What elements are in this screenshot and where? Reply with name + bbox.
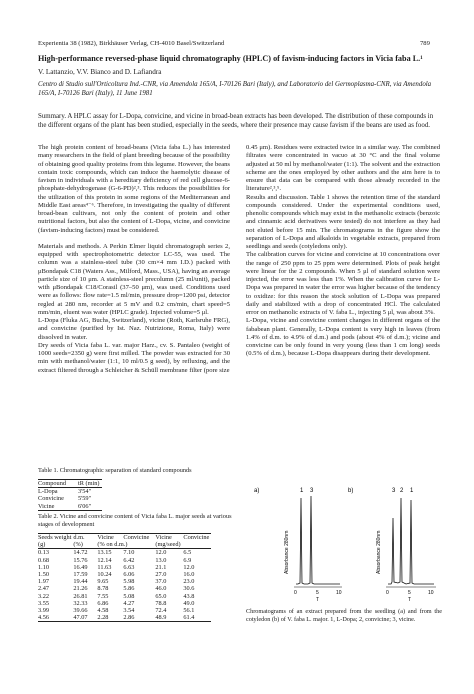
table-cell: Convicine: [38, 495, 64, 503]
table-row: [38, 564, 211, 571]
table-cell: 9.65: [97, 578, 109, 586]
table-cell: 56.1: [183, 607, 195, 615]
table-cell: 6.9: [183, 556, 192, 564]
table-cell: 0.68: [38, 556, 50, 564]
table-cell: 37.0: [155, 578, 167, 586]
table-1: [38, 467, 230, 511]
table-cell: Vicine: [38, 502, 55, 510]
table-2-header-seeds-weight: Seeds weight: [38, 534, 72, 541]
table-2-caption: Table 2. Vicine and convicine content of Vicia faba L. major seeds at various stages of development: [38, 513, 232, 528]
panel-b-label: b): [348, 488, 354, 494]
table-cell: 6.42: [123, 556, 135, 564]
table-cell: 6.06: [123, 571, 135, 579]
table-cell: 12.14: [97, 556, 112, 564]
table-2-header-vicine-2: Vicine: [155, 534, 172, 541]
table-2-header-g: (g): [38, 541, 46, 549]
x-tick-a-5: 5: [316, 590, 319, 596]
table-cell: 5'59": [78, 495, 92, 503]
table-cell: 3.99: [38, 607, 50, 615]
table-cell: 16.49: [73, 563, 88, 571]
table-cell: 10.24: [97, 571, 112, 579]
table-row: [38, 571, 211, 578]
table-cell: 6'06": [78, 502, 92, 510]
table-row: [38, 557, 211, 564]
right-column: [246, 144, 440, 359]
table-cell: 6.63: [123, 563, 135, 571]
table-cell: 6.86: [97, 599, 109, 607]
table-cell: 27.0: [155, 571, 167, 579]
table-2-grid: [38, 533, 211, 622]
table-1-caption: Table 1. Chromatographic separation of standard compounds: [38, 467, 192, 474]
table-cell: 26.81: [73, 592, 88, 600]
table-2-header-pct: (%): [73, 541, 83, 549]
calibration-paragraph: The calibration curves for vicine and convicine at 10 concentrations over the range of 250 ppm to 25 ppm were determined. Plots of peak height were linear for the 2 compounds. When 5 μl of standard solution were injected, the error was less than 1%. When the calibration curve for L-Dopa was prepared in water the error was higher because of the tendency to oxidize: for this reason the stock solution of L-Dopa was prepared daily and stabilized with a drop of concentrated HCl. The calculated error on methanolic extracts of V. faba L., injecting 5 μl, was about 3%.: [246, 251, 440, 316]
x-tick-a-10: 10: [336, 590, 342, 596]
methods-paragraph: Materials and methods. A Perkin Elmer liquid chromatograph series 2, equipped with spectrophotometric detector LC-55, was used. The column was a stainless-steel tube (30 cm×4 mm I.D.) packed with μBondapak C18 (Waters Ass., Milford, Mass., USA), having an average particle size of 10 μm. A stainless-steel precolumn (25 ml/unit), packed with μBondapak C18/Corasil (37–50 μm), was used. Conditions used were as follows: flow rate=1.5 ml/min, pressure drop=1200 psi, detector regled at 280 nm, recorder at 5 mV and 0.2 cm/min, chart speed=5 mm/min, eluent was water (HPLC grade). Injected volume=5 μl.: [38, 242, 230, 316]
table-2: [38, 513, 234, 622]
y-axis-label-a: Absorbance 280nm: [284, 530, 290, 574]
table-cell: 32.33: [73, 599, 88, 607]
table-cell: 13.15: [97, 549, 112, 557]
journal-header: Experientia 38 (1982), Birkhäuser Verlag, CH-4010 Basel/Switzerland: [38, 40, 225, 47]
table-cell: 11.63: [97, 563, 112, 571]
table-row: [38, 593, 211, 600]
table-cell: 1.50: [38, 571, 50, 579]
summary: Summary. A HPLC assay for L-Dopa, convicine, and vicine in broad-bean extracts has been developed. The distribution of these compounds in the different organs of the plant has been studied, especially in the seeds, where their presence may cause favism if the beans are used as food.: [38, 113, 434, 129]
table-1-grid: [38, 479, 102, 511]
table-cell: 12.0: [155, 549, 167, 557]
table-cell: 8.78: [97, 585, 109, 593]
table-2-header-convicine-2: Convicine: [183, 534, 210, 541]
table-cell: 7.55: [97, 592, 109, 600]
table-row: [38, 600, 211, 607]
table-cell: 49.0: [183, 599, 195, 607]
table-cell: 46.0: [155, 585, 167, 593]
table-row: [38, 495, 102, 502]
x-tick-b-10: 10: [428, 590, 434, 596]
table-1-header-tr: tR (min): [78, 480, 100, 487]
table-cell: 0.13: [38, 549, 50, 557]
table-cell: 65.0: [155, 592, 167, 600]
table-cell: 7.10: [123, 549, 135, 557]
table-cell: 21.1: [155, 563, 167, 571]
x-tick-a-0: 0: [294, 590, 297, 596]
table-1-header-compound: Compound: [38, 480, 66, 487]
table-cell: 5.08: [123, 592, 135, 600]
article-title: High-performance reversed-phase liquid chromatography (HPLC) of favism-inducing factors in Vicia faba L.¹: [38, 54, 423, 63]
table-cell: 61.4: [183, 614, 195, 622]
chromatogram-trace-a: [296, 496, 340, 584]
chromatogram-trace-b: [388, 498, 434, 584]
page-number: 789: [420, 40, 430, 47]
affiliation: Centro di Studio sull'Orticoltura Ind.-CNR, via Amendola 165/A, I-70126 Bari (Italy), and Laboratorio del Germoplasma-CNR, via Amendola 165/A, I-70126 Bari (Italy), 11 June 1981: [38, 81, 432, 97]
table-cell: 6.5: [183, 549, 192, 557]
figure-caption: Chromatograms of an extract prepared from the seedling (a) and from the cotyledon (b) of V. faba L. major. 1, L-Dopa; 2, convicine; 3, vicine.: [246, 608, 442, 623]
table-cell: 78.8: [155, 599, 167, 607]
table-cell: 19.44: [73, 578, 88, 586]
table-cell: 4.58: [97, 607, 109, 615]
table-2-header-mg-seed: (mg/seed): [155, 541, 181, 549]
chromatogram-figure: [248, 484, 442, 606]
table-row: [38, 585, 211, 592]
table-cell: 2.86: [123, 614, 135, 622]
table-cell: 21.26: [73, 585, 88, 593]
peak-label-b-1: 1: [410, 488, 414, 494]
content-paragraph: L-Dopa, vicine and convicine content changes in different organs of the fababean plant. Generally, L-Dopa content is very high in leaves (from 1.4% of d.m. to 4.9% of d.m.) and pods (about 4% of d.m.); vicine and convicine can be only found in very young (less than 1 cm long) seeds (0.5% of d.m.), because L-Dopa disappears during their development.: [246, 317, 440, 358]
table-cell: 13.0: [155, 556, 167, 564]
reagents-paragraph: L-Dopa (Fluka AG, Buchs, Switzerland), vicine (Roth, Karlsruhe FRG), and convicine (purified by Ist. Naz. Nutrizione, Roma, Italy) were dissolved in water.: [38, 317, 230, 341]
left-column: [38, 144, 230, 375]
y-axis-label-b: Absorbance 280nm: [376, 530, 382, 574]
table-cell: 72.4: [155, 607, 167, 615]
table-cell: 3.54: [123, 607, 135, 615]
table-2-header-pct-dm: (% on d.m.): [97, 541, 128, 549]
chromatogram-svg: [248, 484, 442, 606]
table-cell: 15.76: [73, 556, 88, 564]
table-cell: 3'54": [78, 488, 92, 496]
extraction-paragraph: 0.45 μm). Residues were extracted twice in a similar way. The combined filtrates were concentrated in vacuo at 30 °C and the final volume adjusted at 50 ml by methanol/water (1:1). The solvent and the extraction scheme are the ones employed by other authors and the aim here is to ensure that data can be compared with those already recorded in the literature²,³,⁵.: [246, 144, 440, 193]
table-cell: 39.66: [73, 607, 88, 615]
table-cell: 48.9: [155, 614, 167, 622]
table-cell: 3.55: [38, 599, 50, 607]
table-cell: 12.0: [183, 563, 195, 571]
results-paragraph: Results and discussion. Table 1 shows the retention time of the standard compounds considered. Under the experimental conditions used, phenolic compounds which may exist in the methanolic extracts (benzoic and cinnamic acid derivatives were tested) do not interfere as they had not eluted before 15 min. The chromatograms in the figure show the separation of L-Dopa and alkaloids in vegetable extracts, prepared from seedlings and seeds (cotyledons only).: [246, 193, 440, 250]
table-cell: 43.8: [183, 592, 195, 600]
table-row: [38, 607, 211, 614]
table-cell: 1.97: [38, 578, 50, 586]
table-2-header-convicine: Convicine: [123, 534, 150, 541]
x-tick-b-0: 0: [386, 590, 389, 596]
table-cell: 16.0: [183, 571, 195, 579]
panel-a-label: a): [254, 488, 260, 494]
peak-label-a-3: 3: [310, 488, 314, 494]
seeds-paragraph: Dry seeds of Vicia faba L. var. major Harz., cv. S. Pantaleo (weight of 1000 seeds=2350 g) were first milled. The powder was extracted for 30 min with methanol/water (1:1, 10 ml/0.5 g seed), by refluxing, and the extract filtered through a Schleicher & Schüll membrane filter (pore size: [38, 341, 230, 374]
table-2-header-dm: d.m.: [73, 534, 85, 541]
x-tick-b-5: 5: [408, 590, 411, 596]
table-row: [38, 578, 211, 585]
table-cell: 14.72: [73, 549, 88, 557]
table-cell: 4.56: [38, 614, 50, 622]
table-cell: 30.6: [183, 585, 195, 593]
authors: V. Lattanzio, V.V. Bianco and D. Lafiandra: [38, 68, 162, 76]
peak-label-b-3: 3: [392, 488, 396, 494]
table-cell: 3.22: [38, 592, 50, 600]
table-cell: 1.10: [38, 563, 50, 571]
x-unit-b: T: [408, 597, 412, 603]
table-row: [38, 549, 211, 557]
table-cell: 4.27: [123, 599, 135, 607]
table-row: [38, 488, 102, 496]
table-row: [38, 503, 102, 511]
peak-label-a-1: 1: [300, 488, 304, 494]
peak-label-b-2: 2: [400, 488, 404, 494]
intro-paragraph: The high protein content of broad-beans (Vicia faba L.) has interested many researchers in the field of plant breeding because of the possibility of obtaining good quality proteins from this legume. However, the beans contain toxic compounds, which can induce the haemolytic disease of favism in individuals with a hereditary deficiency of red cell glucose-6-phosphate-dehydrogenase (G-6-PD)²,³. This reduces the possibilities for the utilization of this protein in some regions of the Mediterranean and Middle East areas⁴⁻⁶. Therefore, in investigating the quality of different broad-bean cultivars, not only the content of protein and other nutritional factors, but also the content of L-Dopa, vicine, and convicine (favism-inducing factors) must be considered.: [38, 144, 230, 234]
x-unit-a: T: [316, 597, 320, 603]
table-row: [38, 614, 211, 622]
table-cell: 23.0: [183, 578, 195, 586]
table-cell: 5.98: [123, 578, 135, 586]
table-cell: 17.59: [73, 571, 88, 579]
table-cell: 5.86: [123, 585, 135, 593]
table-cell: 2.28: [97, 614, 109, 622]
table-cell: L-Dopa: [38, 488, 58, 496]
table-2-header-vicine: Vicine: [97, 534, 114, 541]
table-cell: 47.07: [73, 614, 88, 622]
table-cell: 2.47: [38, 585, 50, 593]
